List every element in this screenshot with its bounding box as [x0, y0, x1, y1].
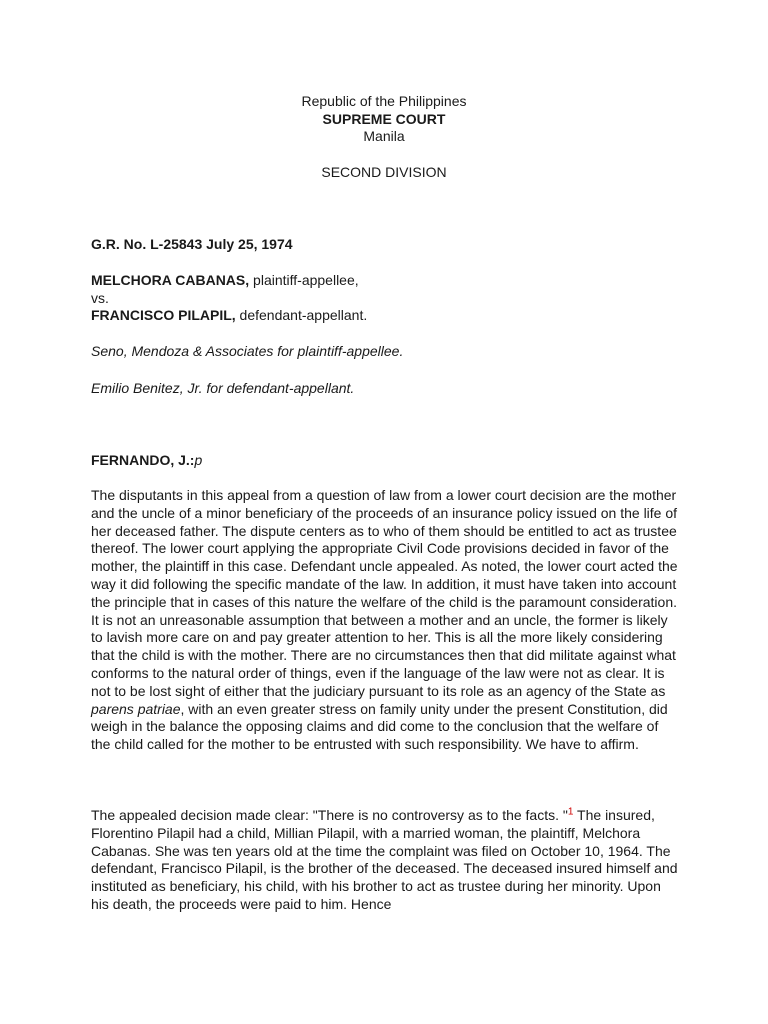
defendant-counsel: Emilio Benitez, Jr. for defendant-appellant. [91, 380, 355, 396]
plaintiff-line [91, 272, 681, 290]
para2-text-b: The insured, Florentino Pilapil had a child, Millian Pilapil, with a married woman, the plaintiff, Melchora Cabanas. She was ten years old at the time the complaint was filed on October 10, 1964. The defendant, Francisco Pilapil, is the brother of the deceased. The deceased insured himself and instituted as beneficiary, his child, with his brother to act as trustee during her minority. Upon his death, the proceeds were paid to him. Hence [91, 807, 678, 912]
court-name: SUPREME COURT [322, 110, 446, 127]
footnote-link[interactable]: 1 [567, 806, 574, 818]
para1-text-b: , with an even greater stress on family unity under the present Constitution, did weigh in the balance the opposing claims and did come to the conclusion that the welfare of the child called for the mother to be entrusted with such responsibility. We have to affirm. [91, 700, 668, 753]
defendant-line [91, 307, 681, 325]
opinion-paragraph-1 [91, 487, 681, 754]
plaintiff-counsel: Seno, Mendoza & Associates for plaintiff-appellee. [91, 343, 404, 359]
ponente [91, 452, 681, 470]
defendant-role: defendant-appellant. [235, 307, 368, 323]
opinion-paragraph-2 [91, 807, 681, 914]
judge-name: FERNANDO, J.: [91, 452, 195, 468]
para2-text-a: The appealed decision made clear: "There is no controversy as to the facts. " [91, 807, 568, 823]
para1-text-a: The disputants in this appeal from a question of law from a lower court decision are the mother and the uncle of a minor beneficiary of the proceeds of an insurance policy issued on the life of her deceased father. The dispute centers as to who of them should be entitled to act as trustee thereof. The lower court applying the appropriate Civil Code provisions decided in favor of the mother, the plaintiff in this case. Defendant uncle appealed. As noted, the lower court acted the way it did following the specific mandate of the law. In addition, it must have taken into account the principle that in cases of this nature the welfare of the child is the paramount consideration. It is not an unreasonable assumption that between a mother and an uncle, the former is likely to lavish more care on and pay greater attention to her. This is all the more likely considering that the child is with the mother. There are no circumstances then that did militate against what conforms to the natural order of things, even if the language of the law were not as clear. It is not to be lost sight of either that the judiciary pursuant to its role as an agency of the State as [91, 487, 678, 699]
para1-italic: parens patriae [91, 700, 181, 717]
case-parties [91, 272, 681, 325]
court-header [0, 93, 768, 181]
defendant-name: FRANCISCO PILAPIL, [91, 307, 236, 323]
versus-line: vs. [91, 289, 109, 306]
case-number: G.R. No. L-25843 July 25, 1974 [91, 236, 293, 252]
court-city: Manila [363, 128, 405, 144]
plaintiff-role: plaintiff-appellee, [249, 272, 359, 288]
republic-line: Republic of the Philippines [301, 93, 467, 109]
division-name: SECOND DIVISION [321, 163, 447, 180]
plaintiff-name: MELCHORA CABANAS, [91, 272, 250, 288]
judge-suffix: p [194, 452, 203, 468]
